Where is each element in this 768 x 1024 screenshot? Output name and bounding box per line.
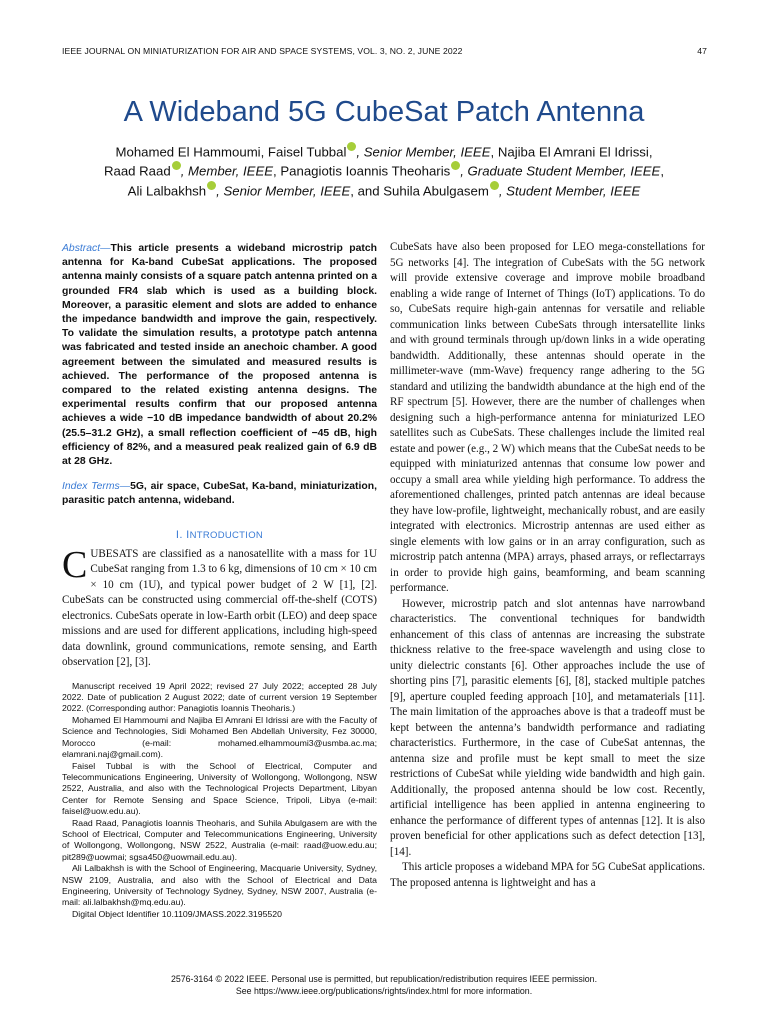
author-grade: , Member, IEEE (180, 163, 274, 179)
footnote: Manuscript received 19 April 2022; revised 27 July 2022; accepted 28 July 2022. Date of publication 2 August 2022; date of current version 19 September 2022. (Corresponding author: Panagiotis Ioannis Theoharis.) (62, 680, 377, 714)
footnote: Mohamed El Hammoumi and Najiba El Amrani El Idrissi are with the Faculty of Science and Technologies, Sidi Mohamed Ben Abdellah University, Fez 30000, Morocco (e-mail: mohamed.elhammoumi3@usmba.ac.ma; elamrani.naj@gmail.com). (62, 714, 377, 760)
section-numeral: I. (175, 528, 187, 541)
orcid-icon[interactable] (207, 181, 216, 190)
body-paragraph: CubeSats have also been proposed for LEO mega-constellations for 5G networks [4]. The integration of CubeSats with the 5G network will provide extensive coverage and improve mobile broadband enabling a wide range of Internet of Things (IoT) applications. To do so, CubeSats require high-gain antennas for versatile and reliable communication links between CubeSats through intersatellite links and with ground terminals through up/down links in a wide operating bandwidth. Additionally, these antennas should operate in the millimeter-wave (mm-Wave) frequency range adhering to the 5G standard and utilizing the bandwidth abundance at the high end of the RF spectrum [5]. However, there are the number of challenges when designing such a high-performance antenna for miniaturized LEO satellites such as CubeSats. These challenges include the limited real estate and power (e.g., 2 W) which means that the CubeSat needs to be equipped with miniaturized antennas that consume low power and occupy a small area while yielding high performance. To address the aforementioned challenges, printed patch antennas are ideal because they have low-profile, lightweight, mechanically robust, and are easily integrated with electronics. Microstrip antennas are used either as single elements with low gains or in an array configuration, such as microstrip patch antenna (MPA) arrays, phased arrays, or reflectarrays in order to provide high gains, beamforming, and beam scanning performance. (390, 241, 705, 594)
right-column (390, 240, 705, 891)
rights-link[interactable]: See https://www.ieee.org/publications/rights/index.html for more information. (235, 985, 533, 996)
section-title-rest: NTRODUCTION (189, 529, 264, 541)
author-text: Raad Raad (103, 163, 171, 179)
abstract-text: This article presents a wideband microstrip patch antenna for Ka-band CubeSat applications. The proposed antenna mainly consists of a square patch antenna printed on a grounded FR4 slab which is used as a building block. Moreover, a parasitic element and slots are added to enhance the impedance bandwidth and improve the gain, respectively. To validate the simulation results, a prototype patch antenna was fabricated and tested inside an anechoic chamber. A good agreement between the simulated and measured results is achieved. The performance of the proposed antenna is compared to the related existing antenna designs. The experimental results confirm that our proposed antenna achieves a wide −10 dB impedance bandwidth of about 20.2% (25.5–31.2 GHz), a small reflection coefficient of −45 dB, high efficiency of 82%, and a measured peak realized gain of 6.9 dB at 28 GHz. (62, 243, 377, 468)
author-list (60, 142, 708, 200)
orcid-icon[interactable] (451, 161, 460, 170)
footnote: Faisel Tubbal is with the School of Electrical, Computer and Telecommunications Engineering, University of Wollongong, Wollongong, NSW 2522, Australia, and also with the Technological Projects Department, Libyan Center for Remote Sensing and Space Science, Tripoli, Libya (e-mail: faisel@uow.edu.au). (62, 760, 377, 817)
body-paragraph: However, microstrip patch and slot antennas have narrowband characteristics. The conventional techniques for bandwidth enhancement of this class of antennas are increasing the substrate thickness relative to the free-space wavelength and using close to unity dielectric constants [6]. Other approaches include the use of shorting pins [7], parasitic elements [6], [8], stacked multiple patches [9], aperture coupled feeding approach [10], and metamaterials [11]. The main limitation of the approaches above is that a tradeoff must be kept between the antenna’s bandwidth performance and radiating characteristics. Furthermore, in the case of CubeSat antennas, the antenna size and profile must be kept small to meet the size restrictions of CubeSat while yielding wide bandwidth and high gain. Additionally, the proposed antenna should be low cost. Recently, artificial intelligence has been applied in antenna engineering to enhance the performance of different types of antennas [12]. It is also proven beneficial for other applications such as defect detection [13], [14]. (390, 597, 705, 858)
copyright-footer (0, 974, 768, 997)
author-text: Ali Lalbakhsh (127, 183, 207, 199)
index-terms (62, 480, 377, 508)
footnotes (62, 681, 377, 921)
body-paragraph: This article proposes a wideband MPA for 5G CubeSat applications. The proposed antenna is lightweight and has a (390, 861, 705, 889)
orcid-icon[interactable] (172, 161, 181, 170)
author-text: , Panagiotis Ioannis Theoharis (273, 163, 451, 179)
journal-name: IEEE JOURNAL ON MINIATURIZATION FOR AIR AND SPACE SYSTEMS, VOL. 3, NO. 2, JUNE 2022 (62, 46, 463, 56)
index-terms-text: 5G, air space, CubeSat, Ka-band, miniaturization, parasitic patch antenna, wideband. (62, 481, 377, 507)
index-terms-label: Index Terms— (62, 481, 131, 493)
author-text: , Najiba El Amrani El Idrissi, (490, 144, 653, 160)
footnote: Ali Lalbakhsh is with the School of Engineering, Macquarie University, Sydney, NSW 2109, Australia, and also with the School of Electrical and Data Engineering, University of Technology Sydney, Sydney, NSW 2007, Australia (e-mail: ali.lalbakhsh@mq.edu.au). (62, 863, 377, 908)
footnote: Raad Raad, Panagiotis Ioannis Theoharis, and Suhila Abulgasem are with the School of Electrical, Computer and Telecommunications Engineering, University of Wollongong, Wollongong, NSW 2522, Australia (e-mail: raad@uow.edu.au; pit289@uowmai; sgsa450@uowmail.edu.au). (62, 817, 377, 862)
lead-word: UBESATS (90, 547, 139, 560)
author-grade: , Student Member, IEEE (498, 183, 641, 199)
section-title-initial: I (186, 528, 190, 541)
footnote-doi[interactable]: Digital Object Identifier 10.1109/JMASS.2022.3195520 (72, 908, 282, 919)
author-grade: , Senior Member, IEEE (356, 144, 491, 160)
abstract (62, 242, 377, 469)
author-grade: , Graduate Student Member, IEEE (460, 163, 661, 179)
drop-cap: C (62, 543, 88, 586)
orcid-icon[interactable] (490, 181, 499, 190)
intro-body (62, 543, 377, 671)
author-text: , and Suhila Abulgasem (350, 183, 489, 199)
intro-paragraph: are classified as a nanosatellite with a mass for 1U CubeSat ranging from 1.3 to 6 kg, dimensions of 10 cm × 10 cm × 10 cm (1U), and typical power budget of 2 W [1], [2]. CubeSats can be constructed using commercial off-the-shelf (COTS) electronics. CubeSats operate in low-Earth orbit (LEO) and deep space missions and are used for different applications, including high-speed data downlink, ground communications, remote sensing, and Earth observation [2], [3]. (62, 547, 377, 669)
author-grade: , Senior Member, IEEE (216, 183, 351, 199)
paper-title: A Wideband 5G CubeSat Patch Antenna (123, 96, 645, 128)
author-text: , (660, 163, 665, 179)
section-heading (62, 529, 377, 541)
running-header (62, 46, 707, 56)
copyright-line: 2576-3164 © 2022 IEEE. Personal use is permitted, but republication/redistribution requires IEEE permission. (170, 974, 598, 984)
author-text: Mohamed El Hammoumi, Faisel Tubbal (115, 144, 347, 160)
left-column (62, 242, 377, 920)
abstract-label: Abstract— (62, 243, 111, 254)
page-number: 47 (697, 46, 707, 56)
